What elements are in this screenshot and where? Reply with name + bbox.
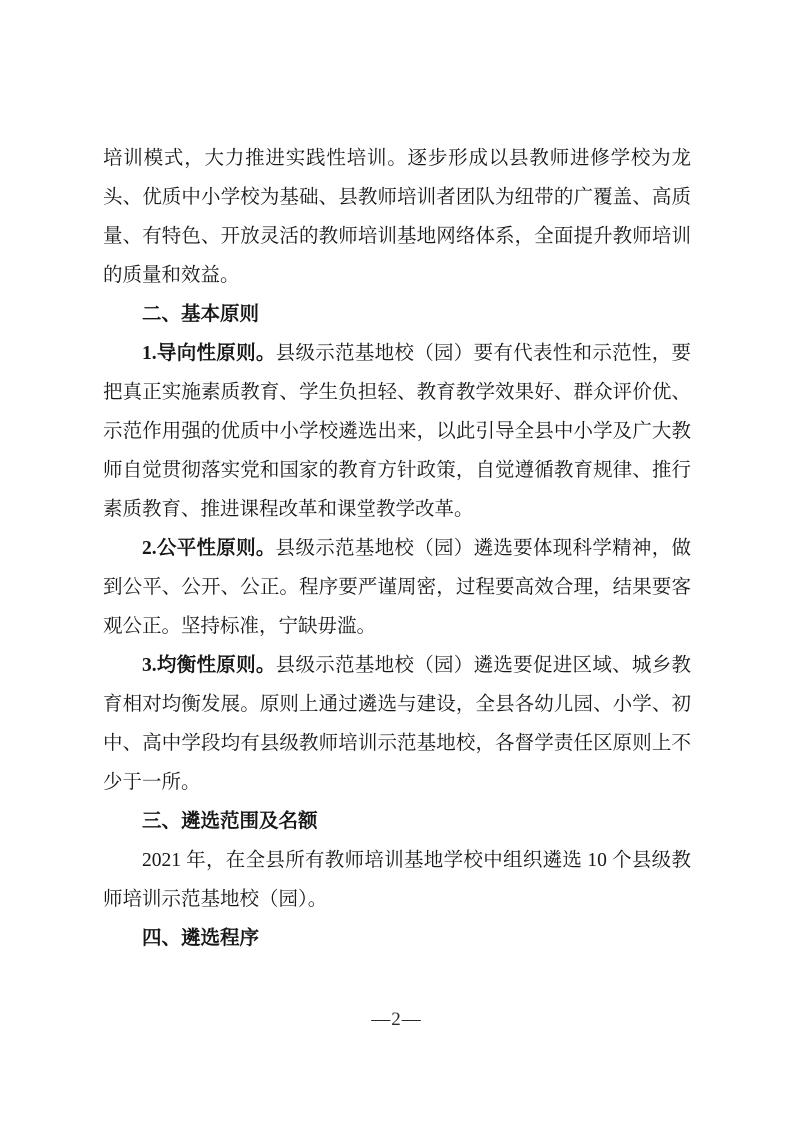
section-heading-scope-quota: 三、遴选范围及名额 (142, 810, 318, 832)
principle-3-lead: 3.均衡性原则。 (142, 655, 276, 676)
paragraph-principle-1 (103, 334, 691, 529)
principle-2-text: 县级示范基地校（园）遴选要体现科学精神，做到公平、公开、公正。程序要严谨周密，过程要高效合理，结果要客观公正。坚持标准，宁缺毋滥。 (103, 538, 691, 637)
paragraph-principle-3 (103, 646, 691, 802)
principle-1-text: 县级示范基地校（园）要有代表性和示范性，要把真正实施素质教育、学生负担轻、教育教学效果好、群众评价优、示范作用强的优质中小学校遴选出来，以此引导全县中小学及广大教师自觉贯彻落实党和国家的教育方针政策，自觉遵循教育规律、推行素质教育、推进课程改革和课堂教学改革。 (103, 343, 691, 520)
page-footer (0, 1005, 793, 1035)
paragraph-principle-2 (103, 529, 691, 646)
principle-2-lead: 2.公平性原则。 (142, 538, 276, 559)
section-heading-basic-principles: 二、基本原则 (142, 303, 260, 325)
paragraph-scope-quota: 2021 年，在全县所有教师培训基地学校中组织遴选 10 个县级教师培训示范基地校（园）。 (103, 850, 691, 910)
document-body (103, 139, 691, 958)
page-number: —2— (371, 1009, 422, 1030)
principle-3-text: 县级示范基地校（园）遴选要促进区域、城乡教育相对均衡发展。原则上通过遴选与建设，全县各幼儿园、小学、初中、高中学段均有县级教师培训示范基地校，各督学责任区原则上不少于一所。 (103, 655, 691, 793)
paragraph-continuation: 培训模式，大力推进实践性培训。逐步形成以县教师进修学校为龙头、优质中小学校为基础、县教师培训者团队为纽带的广覆盖、高质量、有特色、开放灵活的教师培训基地网络体系，全面提升教师培训的质量和效益。 (103, 148, 691, 286)
section-heading-selection-procedure: 四、遴选程序 (142, 927, 260, 949)
principle-1-lead: 1.导向性原则。 (142, 343, 276, 364)
